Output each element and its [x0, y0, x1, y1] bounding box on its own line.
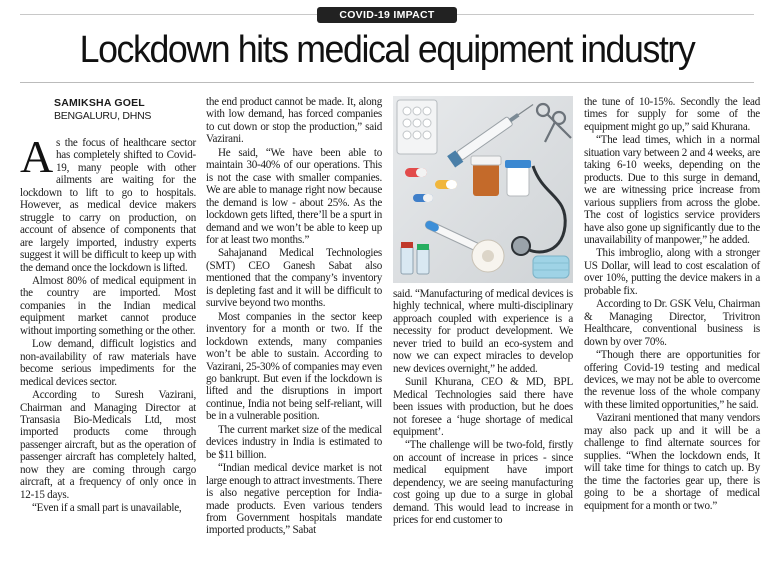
paragraph: Sahajanand Medical Technologies (SMT) CEO Ganesh Sabat also mentioned that the company’s inventory is depleting fast and it will be difficult to survive beyond two months. — [206, 247, 382, 310]
paragraph: “Though there are opportunities for offering Covid-19 testing and medical devices, we may not be able to overcome the revenue loss of the whole company with these limited opportunities,” he said. — [584, 349, 760, 411]
paragraph: the end product cannot be made. It, along with low demand, has forced companies to cut down or stop the production,” said Vazirani. — [206, 96, 382, 146]
paragraph: According to Dr. GSK Velu, Chairman & Managing Director, Trivitron Healthcare, conventional business is down by over 70%. — [584, 298, 760, 348]
column-1 — [20, 97, 196, 516]
drop-cap: A — [20, 131, 53, 182]
section-tag: COVID-19 IMPACT — [317, 7, 457, 23]
paragraph: “The challenge will be two-fold, firstly on account of increase in prices - since medical equipment have import dependency, we are seeing manufacturing cost going up due to a surge in global demand. This would lead to increase in prices for end customer to — [393, 439, 573, 527]
paragraph: Most companies in the sector keep inventory for a month or two. If the lockdown extends, many companies won’t be able to sustain. According to Vazirani, 25-30% of companies may even go bankrupt. But even if the lockdown is lifted and the disruptions in import continue, India not being self-reliant, will be in a vulnerable position. — [206, 310, 382, 423]
paragraph: the tune of 10-15%. Secondly the lead times for supply for some of the equipment might go up,” said Khurana. — [584, 96, 760, 133]
paragraph: said. “Manufacturing of medical devices is highly technical, where multi-disciplinary approach coupled with experience is a necessity for product development. We never tried to build an eco-system and now we can expect miracles to develop new devices overnight,” he added. — [393, 288, 573, 375]
paragraph: He said, “We have been able to maintain 30-40% of our operations. This is not the case with smaller companies. We are able to manage right now because the demand is low - about 25%. As the lockdown gets lifted, there’ll be a spurt in demand and we won’t be able to keep up for at least two months.” — [206, 146, 382, 246]
medical-equipment-photo — [393, 96, 573, 283]
paragraph: Low demand, difficult logistics and non-availability of raw materials have become serious impediments for the medical devices sector. — [20, 338, 196, 388]
byline-location: BENGALURU, DHNS — [54, 110, 152, 122]
paragraph: “The lead times, which in a normal situation vary between 2 and 4 weeks, are taking 6-10 weeks, depending on the products. Due to this surge in demand, we are witnessing price increase from various suppliers from across the globe. The cost of logistics service providers have also gone up significantly due to the unavailability of manpower,” he added. — [584, 134, 760, 246]
headline: Lockdown hits medical equipment industry — [79, 29, 695, 71]
paragraph: Vazirani mentioned that many vendors may also pack up and it will be a challenge to find alternate sources for supplies. “When the lockdown ends, It will take time for things to catch up. By the time the factories gear up, there is going to be a shortage of medical equipment for a month or two.” — [584, 412, 760, 512]
paragraph: Almost 80% of medical equipment in the country are imported. Most companies in the Indian medical equipment market cannot produce without importing something or the other. — [20, 274, 196, 337]
paragraph: “Indian medical device market is not large enough to attract investments. There is also negative perception for India-made products. Even various tenders from Government hospitals mandate imported products,” Sabat — [206, 462, 382, 537]
headline-rule — [20, 82, 754, 83]
lead-text: s the focus of healthcare sector has completely shifted to Covid-19, many people with other ailments are waiting for the lockdown to lift to go to hospitals. However, as medical device makers struggle to carry on production, on account of absence of components that are largely imported, industry experts suggest it will be difficult to keep up with the demand once the lockdown is lifted. — [20, 137, 196, 274]
byline-author: SAMIKSHA GOEL — [54, 97, 145, 109]
paragraph: Sunil Khurana, CEO & MD, BPL Medical Technologies said there have been issues with production, but he does not foresee a ‘huge shortage of medical equipment’. — [393, 376, 573, 438]
paragraph: This imbroglio, along with a stronger US Dollar, will lead to cost escalation of over 10%, putting the device makers in a probable fix. — [584, 247, 760, 297]
paragraph: According to Suresh Vazirani, Chairman and Managing Director at Transasia Bio-Medicals Ltd, most imported products come through passenger aircraft, but as the operation of passenger aircraft has completely halted, now they are coming through cargo aircraft, at a frequency of only once in 12-15 days. — [20, 389, 196, 501]
column-3 — [393, 288, 573, 528]
column-4 — [584, 96, 760, 513]
column-2 — [206, 96, 382, 538]
paragraph: “Even if a small part is unavailable, — [32, 502, 182, 515]
lead-paragraph — [20, 131, 196, 274]
paragraph: The current market size of the medical devices industry in India is estimated to be $11 billion. — [206, 423, 382, 461]
